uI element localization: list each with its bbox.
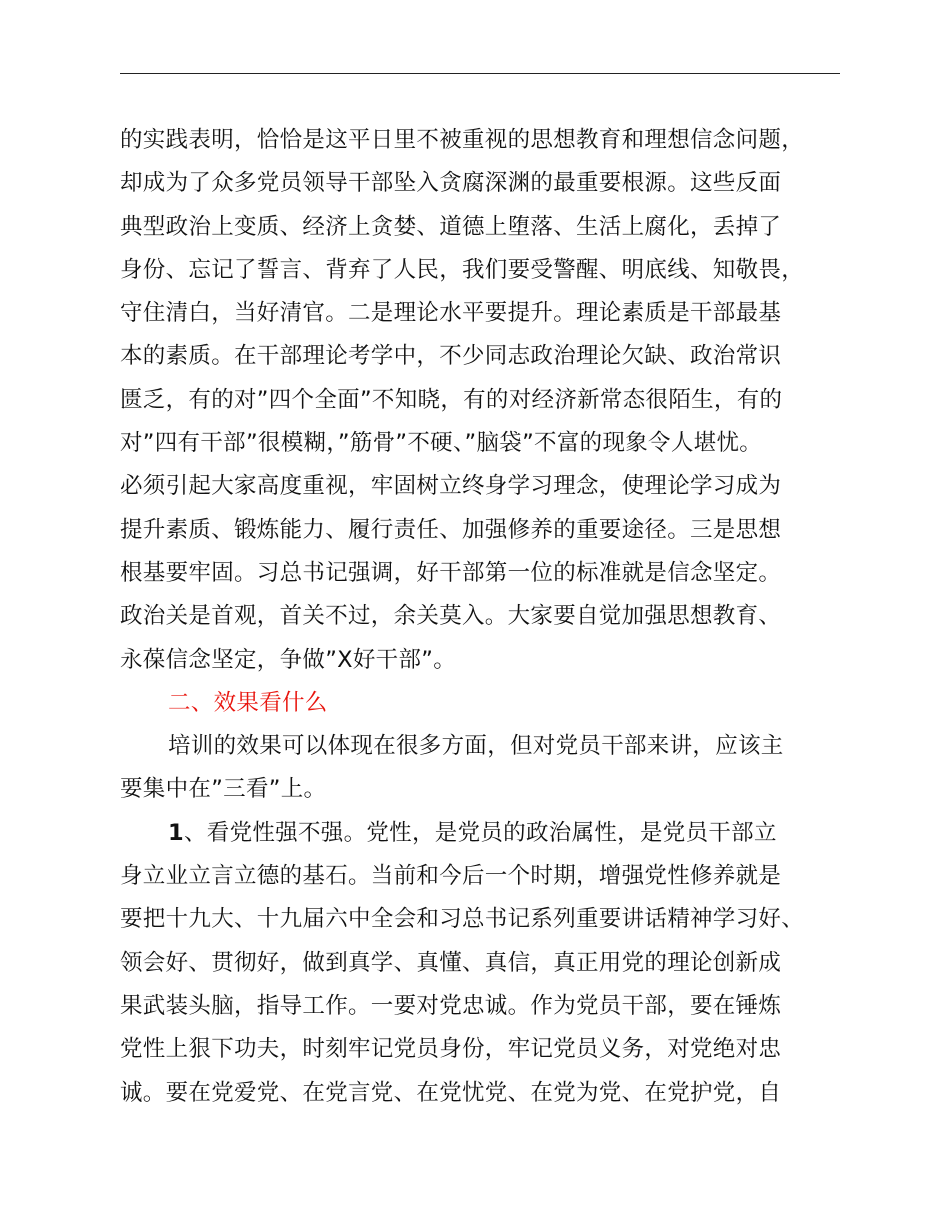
paragraph-line: 匮乏，有的对”四个全面”不知晓，有的对经济新常态很陌生，有的 — [120, 386, 783, 413]
item-number: 1 — [168, 819, 184, 846]
paragraph-line: 要把十九大、十九届六中全会和习总书记系列重要讲话精神学习好、 — [120, 906, 805, 933]
paragraph-line: 却成为了众多党员领导干部坠入贪腐深渊的最重要根源。这些反面 — [120, 170, 782, 197]
paragraph-line: 守住清白，当好清官。二是理论水平要提升。理论素质是干部最基 — [120, 300, 782, 327]
paragraph-line: 政治关是首观，首关不过，余关莫入。大家要自觉加强思想教育、 — [120, 603, 782, 630]
paragraph-line: 果武装头脑，指导工作。一要对党忠诚。作为党员干部，要在锤炼 — [120, 992, 782, 1019]
paragraph-line: 典型政治上变质、经济上贪婪、道德上堕落、生活上腐化，丢掉了 — [120, 213, 782, 240]
paragraph-line: 身份、忘记了誓言、背弃了人民，我们要受警醒、明底线、知敬畏， — [120, 256, 805, 283]
paragraph-line: 身立业立言立德的基石。当前和今后一个时期，增强党性修养就是 — [120, 863, 782, 890]
paragraph-line: 党性上狠下功夫，时刻牢记党员身份，牢记党员义务，对党绝对忠 — [120, 1036, 782, 1063]
paragraph-line: 根基要牢固。习总书记强调，好干部第一位的标准就是信念坚定。 — [120, 559, 782, 586]
paragraph-line: 必须引起大家高度重视，牢固树立终身学习理念，使理论学习成为 — [120, 473, 782, 500]
paragraph-line: 诚。要在党爱党、在党言党、在党忧党、在党为党、在党护党，自 — [120, 1079, 782, 1106]
paragraph-line: 永葆信念坚定，争做”X好干部”。 — [120, 646, 457, 673]
header-rule — [120, 73, 840, 74]
paragraph-line: 领会好、贯彻好，做到真学、真懂、真信，真正用党的理论创新成 — [120, 949, 782, 976]
section-heading: 二、效果看什么 — [168, 689, 328, 716]
item-1-first-line — [120, 812, 860, 855]
document-body — [120, 119, 860, 1115]
intro-line: 要集中在”三看”上。 — [120, 776, 327, 803]
paragraph-line: 提升素质、锻炼能力、履行责任、加强修养的重要途径。三是思想 — [120, 516, 782, 543]
paragraph-line: 本的素质。在干部理论考学中，不少同志政治理论欠缺、政治常识 — [120, 343, 782, 370]
paragraph-line: 对”四有干部”很模糊，”筋骨”不硬、”脑袋”不富的现象令人堪忧。 — [120, 430, 763, 457]
paragraph-line: 的实践表明，恰恰是这平日里不被重视的思想教育和理想信念问题， — [120, 127, 805, 153]
item-1-heading-text: 、看党性强不强。党性，是党员的政治属性，是党员干部立 — [183, 819, 777, 846]
intro-line: 培训的效果可以体现在很多方面，但对党员干部来讲，应该主 — [168, 733, 784, 760]
